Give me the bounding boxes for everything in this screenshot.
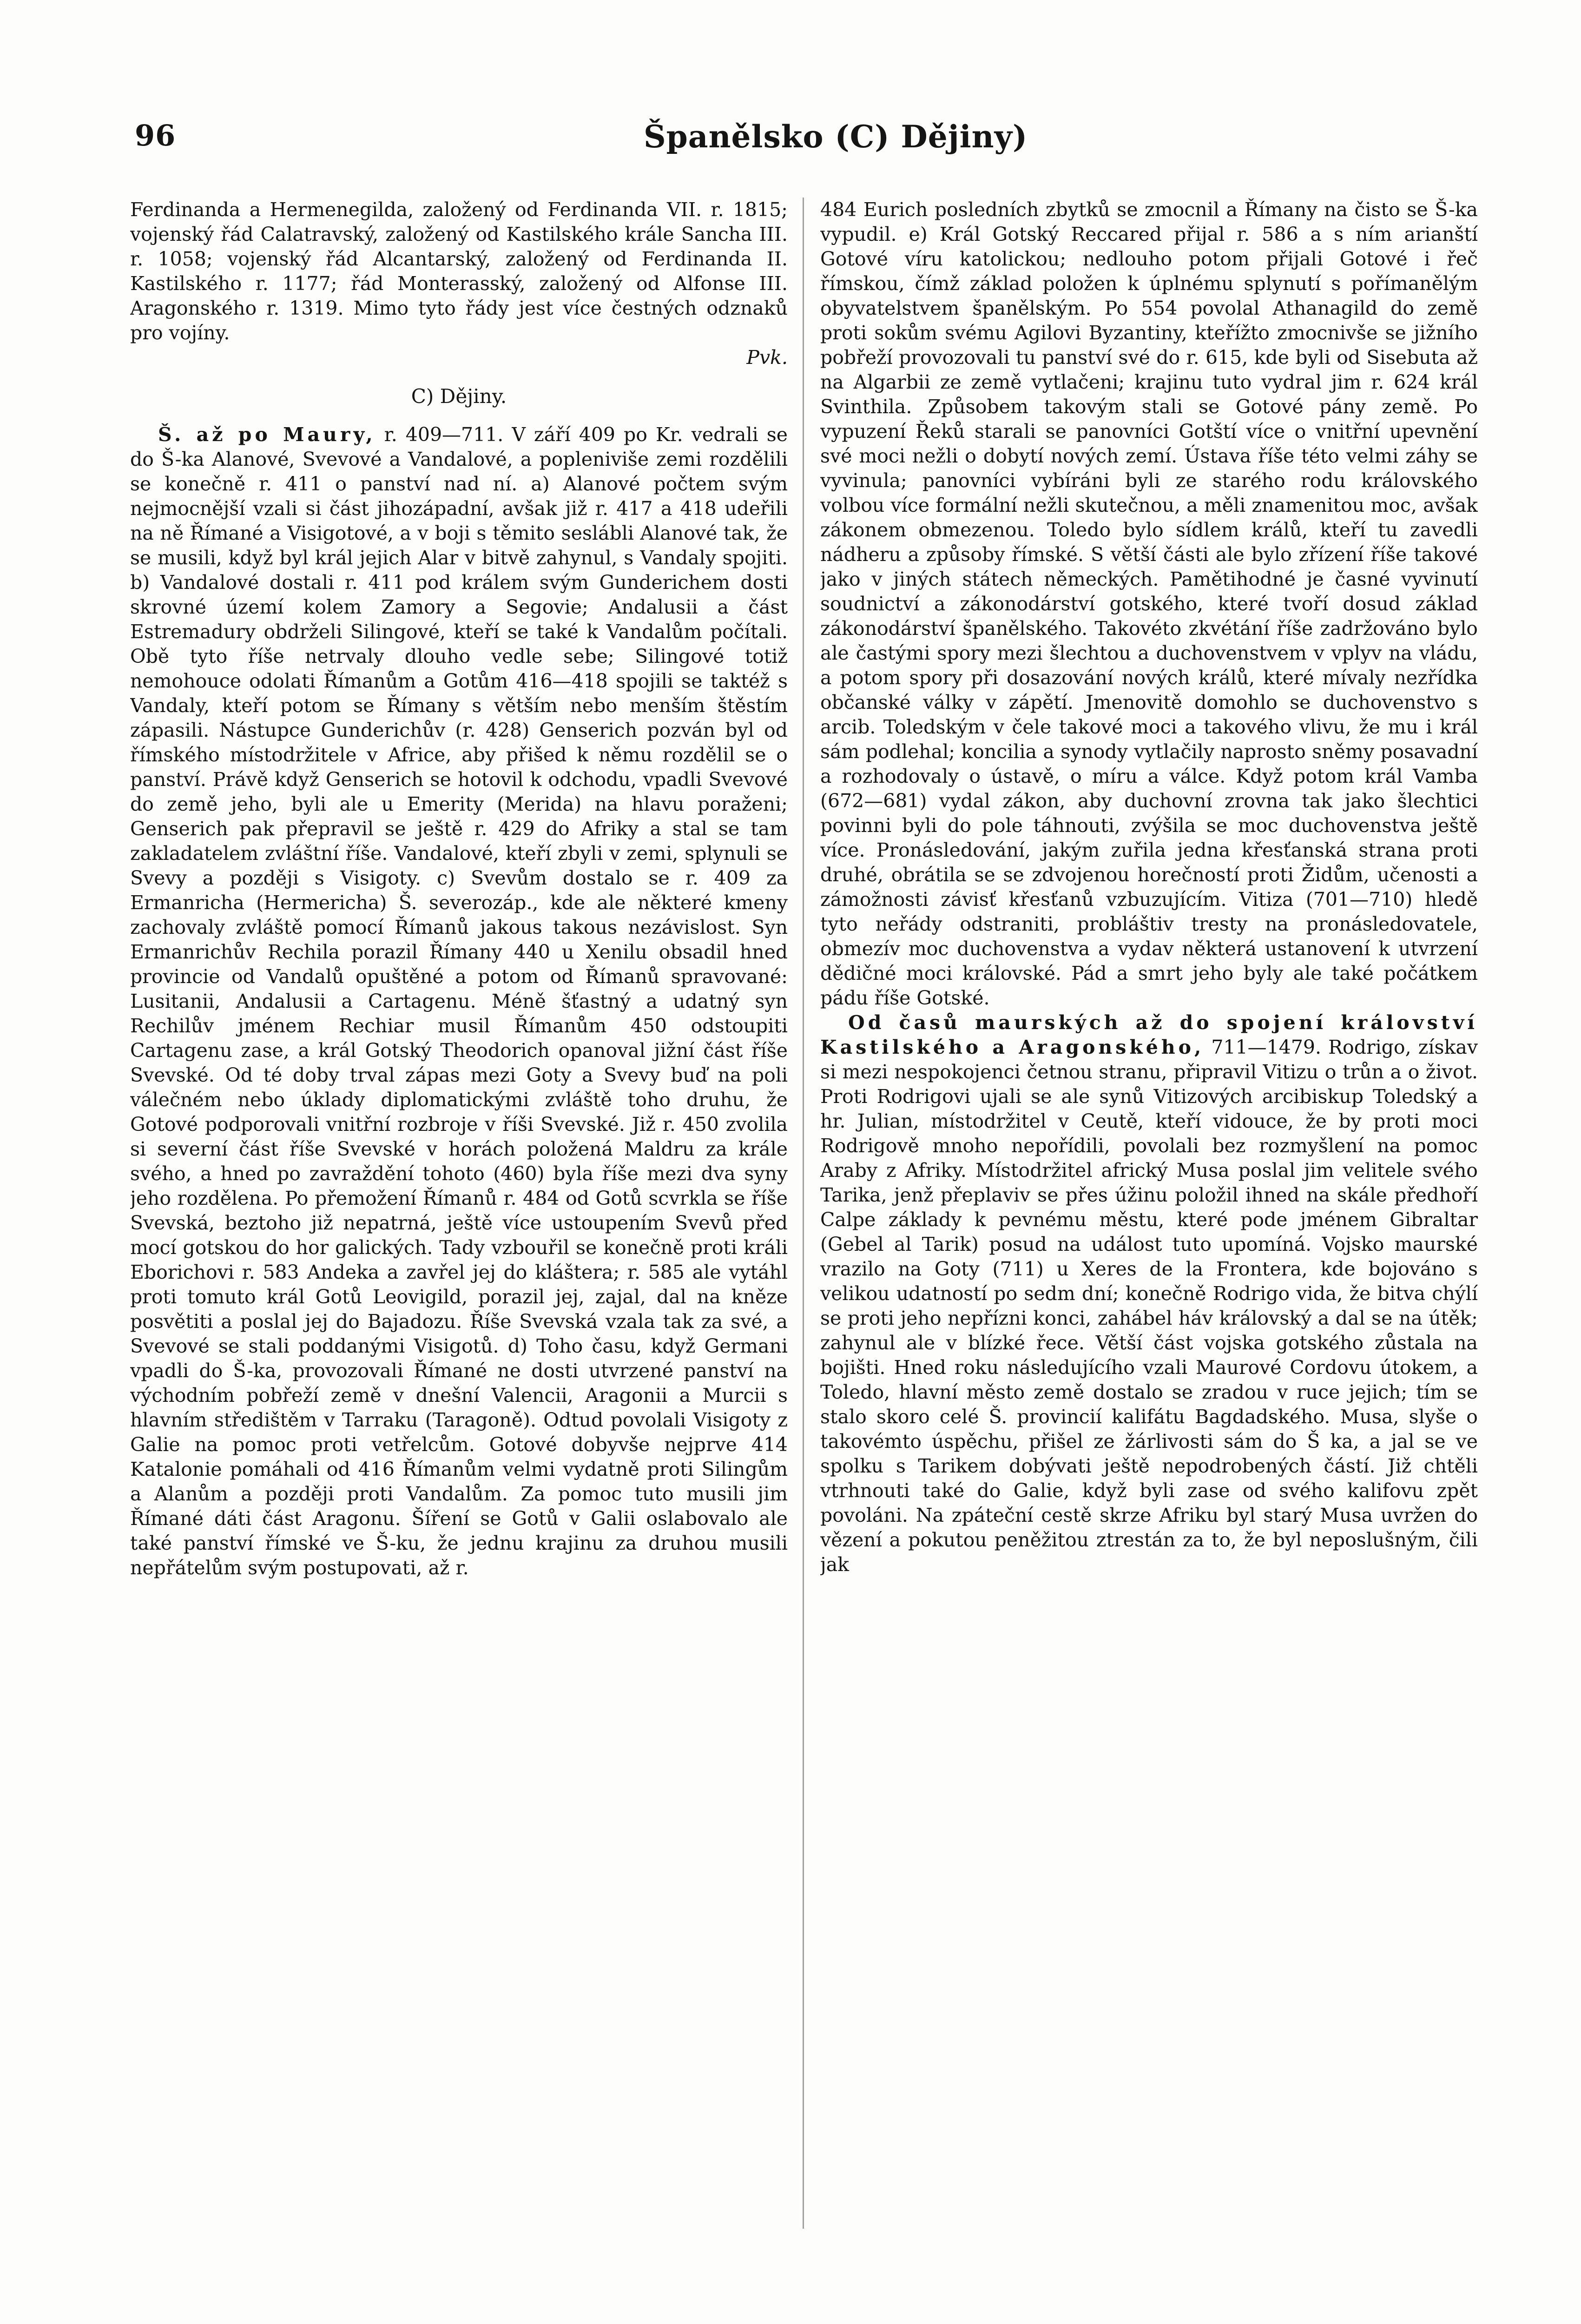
- page-number: 96: [135, 119, 176, 152]
- paragraph-body: 711—1479. Rodrigo, získav si mezi nespokojenci četnou stranu, připravil Vitizu o trůn a o život. Proti Rodrigovi ujali se ale synů Vitizových arcibiskup Toledský a hr. Julian, místodržitel v Ceutě, kteří vidouce, že by proti moci Rodrigově mnoho nepořídili, povolali bez rozmyšlení na pomoc Araby z Afriky. Místodržitel africký Musa poslal jim velitele svého Tarika, jenž přeplaviv se přes úžinu položil ihned na skále předhoří Calpe základy k pevnému městu, které pode jménem Gibraltar (Gebel al Tarik) posud na událost tuto upomíná. Vojsko maurské vrazilo na Goty (711) u Xeres de la Frontera, kde bojováno s velikou udatností po sedm dní; konečně Rodrigo vida, že bitva chýlí se proti jeho nepřízni konci, zahábel háv královský a dal se na útěk; zahynul ale v blízké řece. Větší část vojska gotského zůstala na bojišti. Hned roku následujícího vzali Maurové Cordovu útokem, a Toledo, hlavní město země dostalo se zradou v ruce jejich; tím se stalo skoro celé Š. provincií kalifátu Bagdadského. Musa, slyše o takovémto úspěchu, přišel ze žárlivosti sám do Š ka, a jal se ve spolku s Tarikem dobývati ještě nepodrobených částí. Již chtěli vtrhnouti také do Galie, když byli zase od svého kalifovu zpět povoláni. Na zpáteční cestě skrze Afriku byl starý Musa uvržen do vězení a pokutou peněžitou ztrestán za to, že byl neposlušným, čili jak: [820, 1036, 1478, 1576]
- paragraph-moorish-period: [820, 1010, 1478, 1577]
- paragraph-orders: Ferdinanda a Hermenegilda, založený od Ferdinanda VII. r. 1815; vojenský řád Calatravský, založený od Kastilského krále Sancha III. r. 1058; vojenský řád Alcantarský, založený od Ferdinanda II. Kastilského r. 1177; řád Monterasský, založený od Alfonse III. Aragonského r. 1319. Mimo tyto řády jest více čestných odznaků pro vojíny.: [130, 198, 788, 344]
- author-signature: Pvk.: [746, 346, 788, 369]
- section-heading: C) Dějiny.: [411, 385, 507, 408]
- paragraph-gothic-kingdom: 484 Eurich posledních zbytků se zmocnil a Římany na čisto se Š-ka vypudil. e) Král Gotský Reccared přijal r. 586 a s ním arianští Gotové víru katolickou; nedlouho potom přijali Gotové i řeč římskou, čímž základ položen k úplnému splynutí s pořímanělým obyvatelstvem španělským. Po 554 povolal Athanagild do země proti sokům svému Agilovi Byzantiny, kteřížto zmocnivše se jižního pobřeží provozovali tu panství své do r. 615, kde byli od Sisebuta až na Algarbii ze země vytlačeni; krajinu tuto vydral jim r. 624 král Svinthila. Způsobem takovým stali se Gotové pány země. Po vypuzení Řeků starali se panovníci Gotští více o vnitřní upevnění své moci nežli o dobytí nových zemí. Ústava říše této velmi záhy se vyvinula; panovníci vybíráni byli ze starého rodu královského volbou více formální nežli skutečnou, a měli znamenitou moc, avšak zákonem obmezenou. Toledo bylo sídlem králů, kteří tu zavedli nádheru a způsoby římské. S větší části ale bylo zřízení říše takové jako v jiných státech německých. Pamětihodné je časné vyvinutí soudnictví a zákonodárství gotského, které tvoří dosud základ zákonodárství španělského. Takovéto zkvétání říše zadržováno bylo ale častými spory mezi šlechtou a duchovenstvem v vplyv na vládu, a potom spory při dosazování nových králů, které mívaly nezřídka občanské války v zápětí. Jmenovitě domohlo se duchovenstvo s arcib. Toledským v čele takové moci a takového vlivu, že mu i král sám podlehal; koncilia a synody vytlačily naprosto sněmy posavadní a rozhodovaly o ústavě, o míru a válce. Když potom král Vamba (672—681) vydal zákon, aby duchovní zrovna tak jako šlechtici povinni byli do pole táhnouti, zvýšila se moc duchovenstva ještě více. Pronásledování, jakým zuřila jedna křesťanská strana proti druhé, obrátila se se zdvojenou horečností proti Židům, učenosti a zámožnosti závisť křesťanů vzbuzujícím. Vitiza (701—710) hledě tyto neřády odstraniti, probláštiv tresty na pronásledovatele, obmezív moc duchovenstva a vydav některá ustanovení k utvrzení dědičné moci královské. Pád a smrt jeho byly ale také počátkem pádu říše Gotské.: [820, 198, 1478, 1009]
- paragraph-history-early: [130, 423, 788, 1580]
- running-title: Španělsko (C) Dějiny): [644, 119, 1028, 155]
- left-column: [130, 198, 788, 2229]
- paragraph-body: r. 409—711. V září 409 po Kr. vedrali se do Š-ka Alanové, Svevové a Vandalové, a popleniviše zemi rozdělili se konečně r. 411 o panství nad ní. a) Alanové počtem svým nejmocnější vzali si část jihozápadní, avšak již r. 417 a 418 udeřili na ně Římané a Visigotové, a v boji s těmito seslábli Alanové tak, že se musili, když byl král jejich Alar v bitvě zahynul, s Vandaly spojiti. b) Vandalové dostali r. 411 pod králem svým Gunderichem dosti skrovné území kolem Zamory a Segovie; Andalusii a část Estremadury obdrželi Silingové, kteří se také k Vandalům počítali. Obě tyto říše netrvaly dlouho vedle sebe; Silingové totiž nemohouce odolati Římanům a Gotům 416—418 spojili se taktéž s Vandaly, kteří potom se Římany s větším nebo menším štěstím zápasili. Nástupce Gunderichův (r. 428) Genserich pozván byl od římského místodržitele v Africe, aby přišed k němu rozdělil se o panství. Právě když Genserich se hotovil k odchodu, vpadli Svevové do země jeho, byli ale u Emerity (Merida) na hlavu poraženi; Genserich pak přepravil se ještě r. 429 do Afriky a stal se tam zakladatelem zvláštní říše. Vandalové, kteří zbyli v zemi, splynuli se Svevy a později s Visigoty. c) Svevům dostalo se r. 409 za Ermanricha (Hermericha) Š. severozáp., kde ale některé kmeny zachovaly zvláště pomocí Římanů jakous takous nezávislost. Syn Ermanrichův Rechila porazil Římany 440 u Xenilu obsadil hned provincie od Vandalů opuštěné a potom od Římanů spravované: Lusitanii, Andalusii a Cartagenu. Méně šťastný a udatný syn Rechilův jménem Rechiar musil Římanům 450 odstoupiti Cartagenu zase, a král Gotský Theodorich opanoval jižní část říše Svevské. Od té doby trval zápas mezi Goty a Svevy buď na poli válečném nebo úklady diplomatickými zvláště toho druhu, že Gotové podporovali vnitřní rozbroje v říši Svevské. Již r. 450 zvolila si severní část říše Svevské v horách položená Maldru za krále svého, a hned po zavraždění tohoto (460) byla říše mezi dva syny jeho rozdělena. Po přemožení Římanů r. 484 od Gotů scvrkla se říše Svevská, beztoho již nepatrná, ještě více ustoupením Svevů před mocí gotskou do hor galických. Tady vzbouřil se konečně proti králi Eborichovi r. 583 Andeka a zavřel jej do kláštera; r. 585 ale vytáhl proti tomuto král Gotů Leovigild, porazil jej, zajal, dal na kněze posvětiti a poslal jej do Bajadozu. Říše Svevská vzala tak za své, a Svevové se stali poddanými Visigotů. d) Toho času, když Germani vpadli do Š-ka, provozovali Římané ne dosti utvrzené panství na východním pobřeží země v dnešní Valencii, Aragonii a Murcii s hlavním středištěm v Tarraku (Taragoně). Odtud povolali Visigoty z Galie na pomoc proti vetřelcům. Gotové dobyvše nejprve 414 Katalonie pomáhali od 416 Římanům velmi vydatně proti Silingům a Alanům a později proti Vandalům. Za pomoc tuto musili jim Římané dáti část Aragonu. Šíření se Gotů v Galii oslabovalo ale také panství římské ve Š-ku, že jednu krajinu za druhou musili nepřátelům svým postupovati, až r.: [130, 423, 788, 1579]
- paragraph-lead: Š. až po Maury,: [158, 423, 376, 446]
- page-header: [135, 119, 1455, 170]
- column-divider: [803, 198, 804, 2229]
- right-column: [820, 198, 1478, 2229]
- paragraph-lead: Od časů maurských až do spojení království Kastilského a Aragonského,: [820, 1011, 1478, 1058]
